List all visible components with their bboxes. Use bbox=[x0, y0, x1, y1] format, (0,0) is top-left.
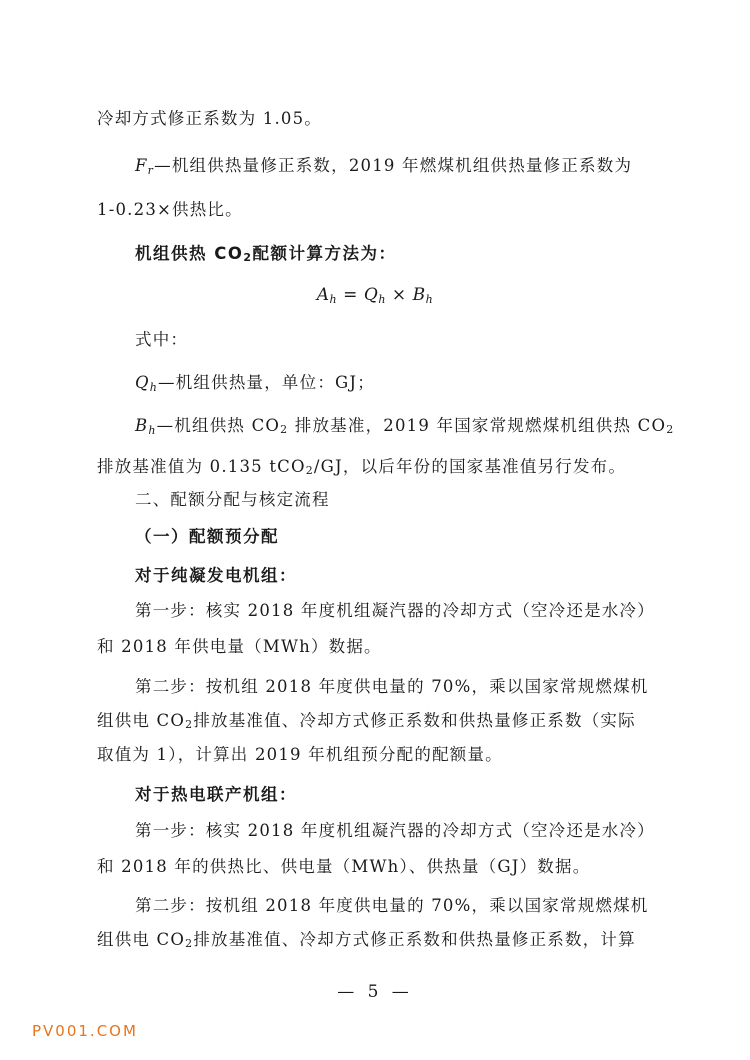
section-heading: 机组供热 CO2配额计算方法为： bbox=[135, 244, 397, 264]
subsection-heading: （一）配额预分配 bbox=[135, 527, 279, 546]
text-line: 第二步：按机组 2018 年度供电量的 70%，乘以国家常规燃煤机 bbox=[135, 896, 649, 915]
symbol-qh: $Q_h$ bbox=[135, 373, 159, 394]
definition-fr: $F_r—$机组供热量修正系数，2019 年燃煤机组供热量修正系数为 bbox=[135, 156, 633, 177]
subheading-pure-condensing: 对于纯凝发电机组： bbox=[135, 566, 297, 585]
section-heading: 二、配额分配与核定流程 bbox=[135, 490, 330, 509]
text-line: 排放基准值为 0.135 tCO2/GJ，以后年份的国家基准值另行发布。 bbox=[97, 457, 627, 477]
definition-bh: $B_h—$机组供热 CO2 排放基准，2019 年国家常规燃煤机组供热 CO2 bbox=[135, 416, 675, 437]
text-line: 组供电 CO2排放基准值、冷却方式修正系数和供热量修正系数，计算 bbox=[97, 930, 636, 950]
page-number: — 5 — bbox=[337, 982, 413, 1002]
text-line: 1-0.23×供热比。 bbox=[97, 200, 243, 219]
text-line: 组供电 CO2排放基准值、冷却方式修正系数和供热量修正系数（实际 bbox=[97, 711, 636, 731]
site-watermark[interactable]: PV001.COM bbox=[32, 1022, 138, 1040]
text-line: 和 2018 年供电量（MWh）数据。 bbox=[97, 637, 382, 656]
symbol-fr: $F_r$ bbox=[135, 156, 155, 177]
subheading-chp: 对于热电联产机组： bbox=[135, 785, 297, 804]
text-line: 冷却方式修正系数为 1.05。 bbox=[97, 109, 322, 128]
definition-qh: $Q_h—$机组供热量，单位：GJ； bbox=[135, 373, 375, 394]
text-line: 第一步：核实 2018 年度机组凝汽器的冷却方式（空冷还是水冷） bbox=[135, 601, 655, 620]
symbol-bh: $B_h$ bbox=[135, 416, 157, 437]
text-line: 式中： bbox=[135, 330, 189, 349]
text-line: 第一步：核实 2018 年度机组凝汽器的冷却方式（空冷还是水冷） bbox=[135, 821, 655, 840]
text-line: 取值为 1），计算出 2019 年机组预分配的配额量。 bbox=[97, 745, 503, 764]
text-line: 第二步：按机组 2018 年度供电量的 70%，乘以国家常规燃煤机 bbox=[135, 677, 649, 696]
formula: $A_h = Q_h \times B_h$ bbox=[316, 285, 434, 306]
text-line: 和 2018 年的供热比、供电量（MWh）、供热量（GJ）数据。 bbox=[97, 857, 591, 876]
